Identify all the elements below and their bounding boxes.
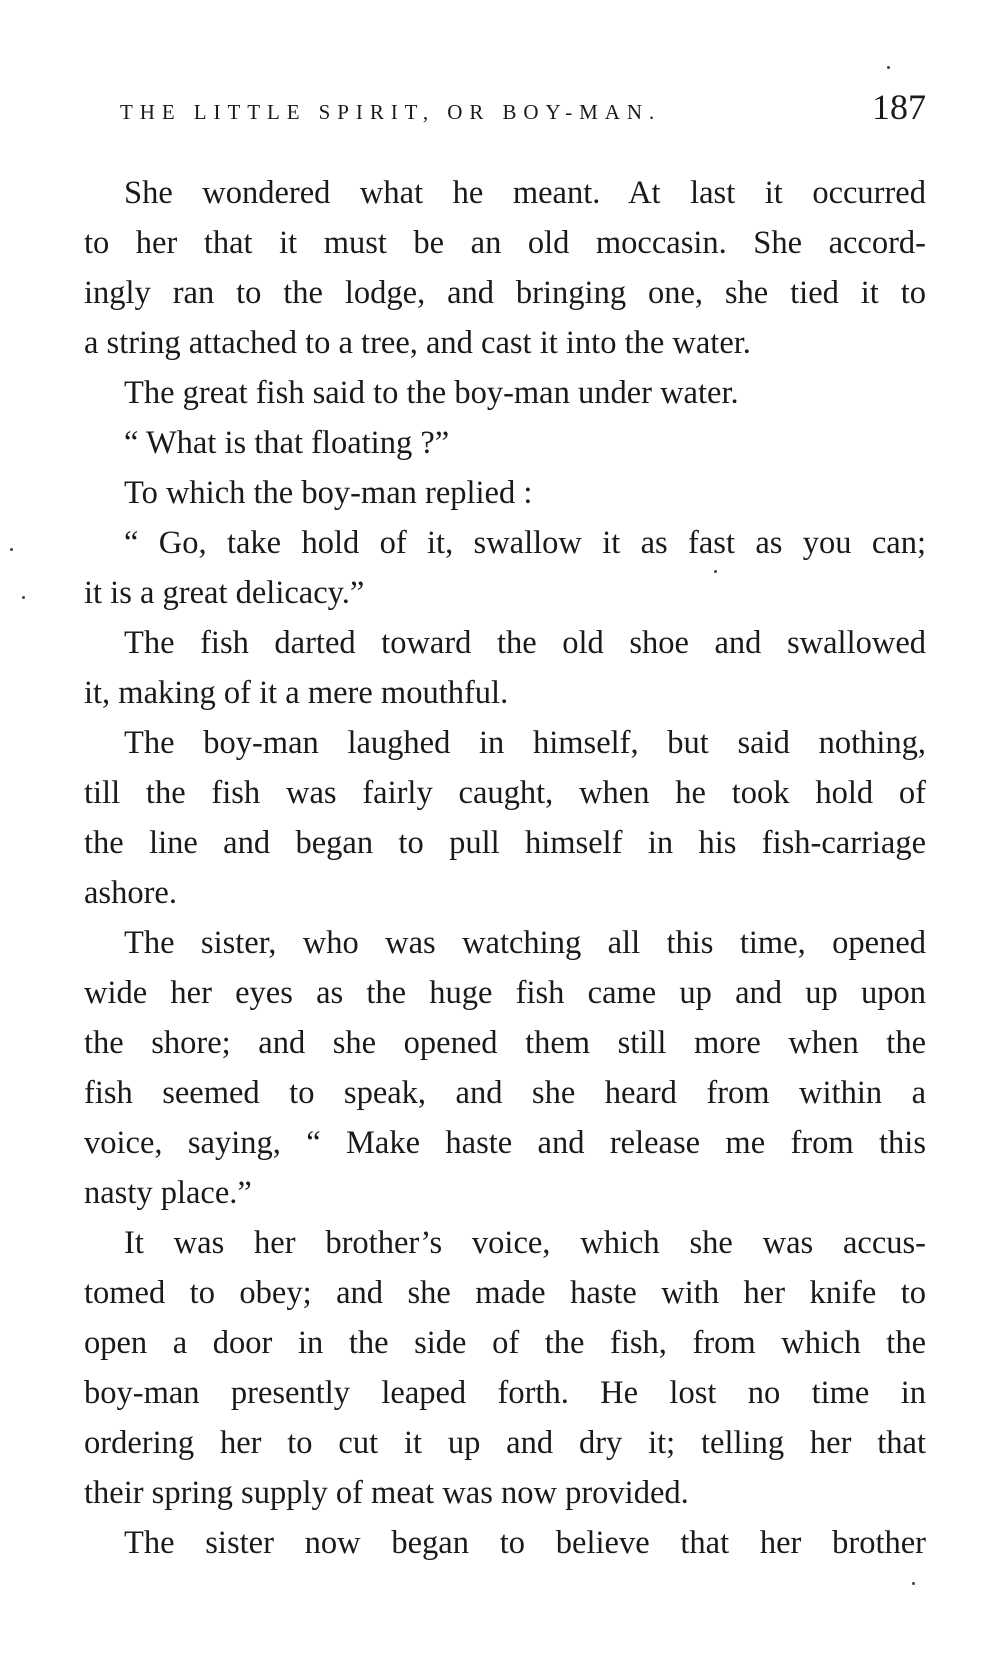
- text-line: voice, saying, “ Make haste and release me from this: [84, 1125, 926, 1161]
- text-line: fish seemed to speak, and she heard from within a: [84, 1075, 926, 1111]
- text-line: open a door in the side of the fish, from which the: [84, 1325, 926, 1361]
- text-line: wide her eyes as the huge fish came up and up upon: [84, 975, 926, 1011]
- text-line: the shore; and she opened them still more when the: [84, 1025, 926, 1061]
- text-line: The fish darted toward the old shoe and swallowed: [124, 625, 926, 661]
- text-line: The sister, who was watching all this time, opened: [124, 925, 926, 961]
- text-line: boy-man presently leaped forth. He lost no time in: [84, 1375, 926, 1411]
- running-head: THE LITTLE SPIRIT, OR BOY-MAN.: [120, 100, 662, 124]
- text-line: a string attached to a tree, and cast it into the water.: [84, 325, 751, 361]
- text-line: to her that it must be an old moccasin. She accord-: [84, 225, 926, 261]
- text-line: tomed to obey; and she made haste with her knife to: [84, 1275, 926, 1311]
- text-line: To which the boy-man replied :: [124, 475, 533, 511]
- print-speck: [10, 548, 13, 551]
- text-line: ingly ran to the lodge, and bringing one, she tied it to: [84, 275, 926, 311]
- text-line: The boy-man laughed in himself, but said nothing,: [124, 725, 926, 761]
- text-line: ashore.: [84, 875, 177, 911]
- page-number: 187: [872, 87, 926, 127]
- text-line: the line and began to pull himself in his fish-carriage: [84, 825, 926, 861]
- print-speck: [887, 66, 890, 69]
- text-line: till the fish was fairly caught, when he took hold of: [84, 775, 926, 811]
- text-line: nasty place.”: [84, 1175, 252, 1211]
- text-line: The sister now began to believe that her brother: [124, 1525, 926, 1561]
- text-line: “ What is that floating ?”: [124, 425, 450, 461]
- text-line: their spring supply of meat was now provided.: [84, 1475, 689, 1511]
- text-line: The great fish said to the boy-man under water.: [124, 375, 739, 411]
- print-speck: [912, 1582, 915, 1585]
- text-line: ordering her to cut it up and dry it; telling her that: [84, 1425, 926, 1461]
- text-line: it is a great delicacy.”: [84, 575, 365, 611]
- print-speck: [714, 570, 717, 573]
- text-line: It was her brother’s voice, which she was accus-: [124, 1225, 926, 1261]
- text-line: it, making of it a mere mouthful.: [84, 675, 509, 711]
- text-line: She wondered what he meant. At last it occurred: [124, 175, 926, 211]
- page-header: [120, 86, 926, 136]
- text-line: “ Go, take hold of it, swallow it as fast as you can;: [124, 525, 926, 561]
- print-speck: [22, 596, 25, 599]
- body-text: [84, 168, 926, 1568]
